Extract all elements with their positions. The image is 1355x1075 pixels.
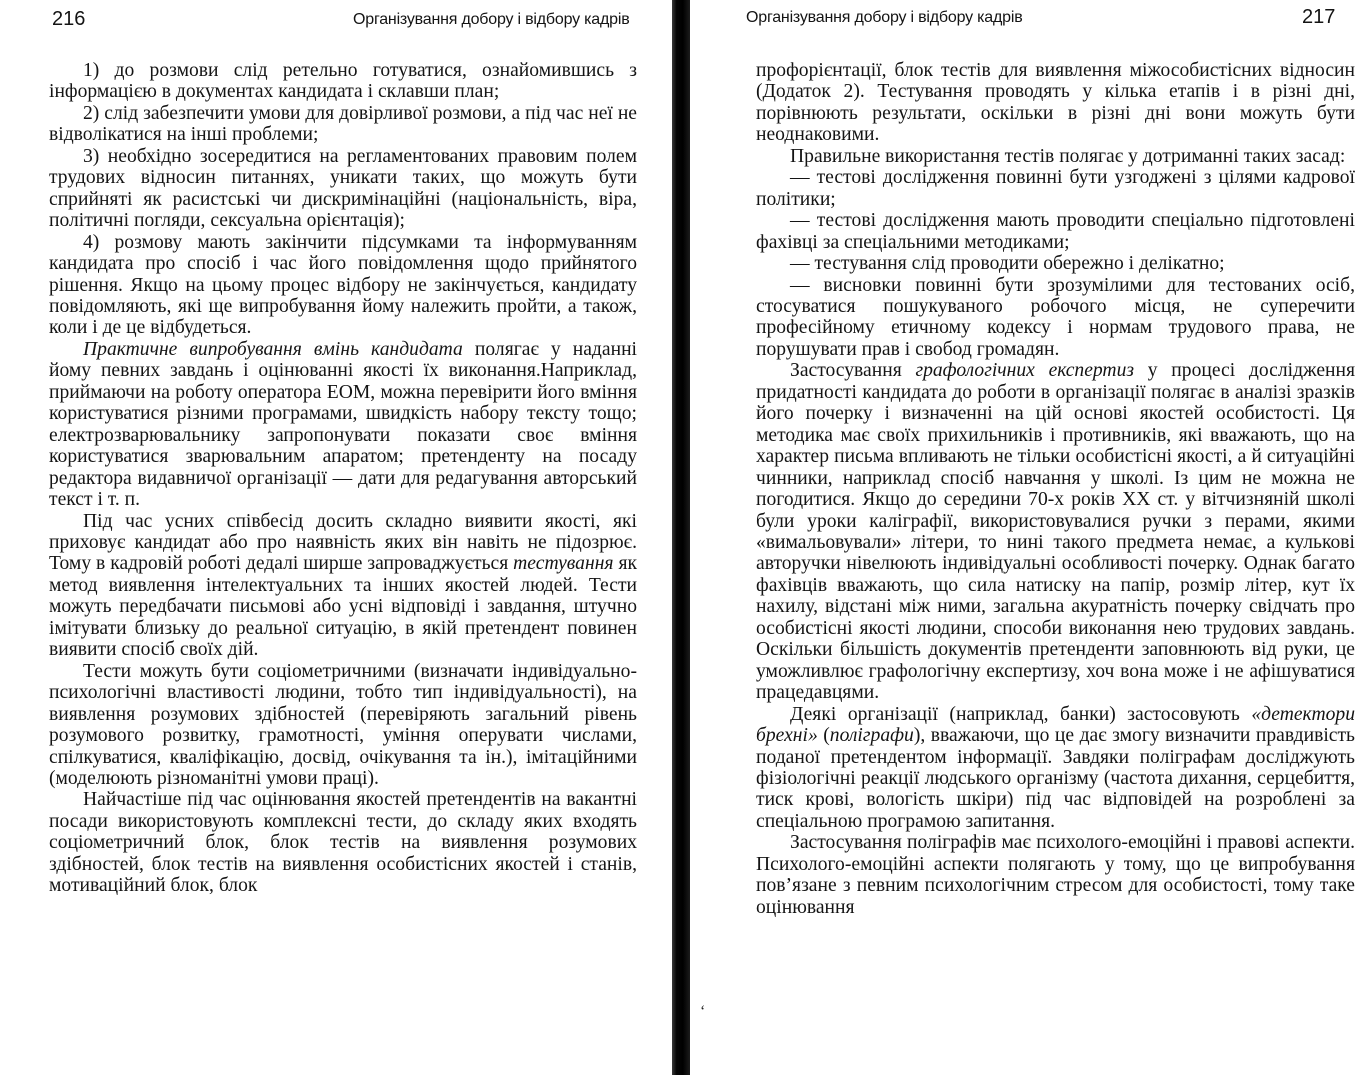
left-page [0, 0, 672, 1075]
paragraph [756, 704, 1355, 833]
running-head: Організування добору і відбору кадрів [746, 9, 1023, 26]
paragraph-text: — тестові дослідження мають проводити спеціально підготовлені фахівці за спеціальними методиками; [756, 210, 1355, 253]
paragraph [49, 146, 637, 232]
italic-term: тестування [513, 553, 614, 575]
paragraph [756, 360, 1355, 703]
paragraph-text: 2) слід забезпечити умови для довірливої розмови, а під час неї не відволікатися на інші проблеми; [49, 102, 637, 146]
book-gutter [672, 0, 690, 1075]
paragraph [49, 511, 637, 661]
paragraph-text: Тести можуть бути соціометричними (визначати індивідуально-психологічні властивості людини, тобто тип індивідуальності), на виявлення розумових здібностей (перевіряють загальний рівень розумового розвитку, грамотності, уміння оперувати числами, спілкуватися, кваліфікацію, досвід, очікування та ін.), імітаційними (моделюють різноманітні умови праці). [49, 660, 637, 789]
paragraph [49, 232, 637, 339]
paragraph-text: — тестові дослідження повинні бути узгоджені з цілями кадрової політики; [756, 167, 1355, 210]
paragraph-text: Правильне використання тестів полягає у дотриманні таких засад: [790, 145, 1346, 167]
paragraph-text: 3) необхідно зосередитися на регламентованих правовим полем трудових відносин питаннях, уникати таких, що можуть бути сприйняті як расистські чи дискримінаційні (національність, віра, політичні погляди, сексуальна орієнтація); [49, 145, 637, 232]
paragraph-text: у процесі дослідження придатності кандидата до роботи в організації полягає в аналізі зразків його почерку і визначенні на цій основі якостей особистості. Ця методика має своїх прихильників і противників, які вважають, що на характер письма впливають не тільки особистісні якості, а й ситуаційні чинники, наприклад спосіб навчання у школі. Із цим не можна не погодитися. Якщо до середини 70-х років XX ст. у вітчизняній школі були уроки каліграфії, використовувалися ручки з перами, якими «вимальовували» літери, то нині такого предмета немає, а кулькові авторучки нівелюють індивідуальні особливості почерку. Однак багато фахівців вважають, що сила натиску на папір, розмір літер, кут їх нахилу, відстані між ними, загальна акуратність почерку свідчать про особистісні якості людини, способи виконання нею трудових завдань. Оскільки більшість документів претенденти заповнюють від руки, це уможливлює графологічну експертизу, хоч вона може і не афішуватися працедавцями. [756, 360, 1355, 704]
paragraph [49, 789, 637, 896]
right-page [690, 0, 1355, 1075]
paragraph-text: профорієнтації, блок тестів для виявлення міжособистісних відносин (Додаток 2). Тестування проводять у кілька етапів і в різні дні, порівнюють результати, оскільки в різні дні вони можуть бути неоднаковими. [756, 60, 1355, 146]
paragraph-text: 1) до розмови слід ретельно готуватися, ознайомившись з інформацією в документах кандидата і склавши план; [49, 60, 637, 103]
paragraph [756, 167, 1355, 210]
paragraph-text: 4) розмову мають закінчити підсумками та інформуванням кандидата про спосіб і час його повідомлення щодо прийнятого рішення. Якщо на цьому процес відбору не закінчується, кандидату повідомляють, які ще випробування йому належить пройти, а також, коли і де це відбудеться. [49, 231, 637, 339]
page-number: 217 [1302, 6, 1336, 28]
paragraph [756, 60, 1355, 146]
paragraph [49, 339, 637, 511]
paragraph [49, 661, 637, 790]
italic-term: графологічних експертиз [915, 360, 1135, 382]
paragraph [756, 253, 1355, 274]
running-head: Організування добору і відбору кадрів [353, 11, 630, 28]
paragraph-text: як метод виявлення інтелектуальних та інших якостей людей. Тести можуть передбачати письмові або усні відповіді і завдання, штучно імітувати близьку до реальної ситуацію, в якій претендент повинен виявити спосіб своїх дій. [49, 553, 637, 661]
page-number: 216 [52, 8, 86, 30]
paragraph [756, 275, 1355, 361]
paragraph-text: Застосування поліграфів має психолого-емоційні і правові аспекти. Психолого-емоційні аспекти полягають у тому, що це випробування пов’язане з певним психологічним стресом для особистості, тому таке оцінювання [756, 832, 1355, 918]
paragraph [49, 60, 637, 103]
left-page-header [0, 0, 672, 50]
paragraph-text: — висновки повинні бути зрозумілими для тестованих осіб, стосуватися пошукуваного робочого місця, не суперечити професійному етичному кодексу і нормам трудового права, не порушувати прав і свобод громадян. [756, 274, 1355, 360]
italic-term: Практичне випробування вмінь кандидата [83, 338, 463, 360]
paragraph [756, 210, 1355, 253]
paragraph-text: Під час усних співбесід досить складно виявити якості, які приховує кандидат або про наявність яких він навіть не підозрює. Тому в кадровій роботі дедалі ширше запроваджується [49, 510, 637, 575]
italic-term: «детектори брехні» [756, 703, 1355, 747]
paragraph-text: ( [817, 725, 830, 747]
paragraph [756, 832, 1355, 918]
right-page-header [690, 0, 1355, 50]
italic-term: поліграфи [829, 725, 914, 747]
paragraph-text: Застосування [790, 360, 916, 382]
paragraph [49, 103, 637, 146]
left-page-body [49, 60, 637, 897]
paragraph-text: Найчастіше під час оцінювання якостей претендентів на вакантні посади використовують комплексні тести, до складу яких входять соціометричний блок, блок тестів на виявлення розумових здібностей, блок тестів на виявлення особистісних якостей і станів, мотиваційний блок, блок [49, 789, 637, 897]
paragraph-text: ), вважаючи, що це дає змогу визначити правдивість поданої претендентом інформації. Завдяки поліграфам досліджують фізіологічні реакції людського організму (частота дихання, серцебиття, тиск крові, вологість шкіри) під час відповідей на розроблені за спеціальною програмою запитання. [756, 725, 1355, 832]
margin-mark: ‘ [700, 1003, 706, 1020]
paragraph-text: полягає у наданні йому певних завдань і оцінюванні якості їх виконання.Наприклад, приймаючи на роботу оператора ЕОМ, можна перевірити його вміння користуватися різними програмами, швидкість набору тексту тощо; електрозварювальнику запропонувати показати своє вміння користуватися зварювальним апаратом; претенденту на посаду редактора видавничої організації — дати для редагування авторський текст і т. п. [49, 338, 638, 511]
paragraph [756, 146, 1355, 167]
paragraph-text: Деякі організації (наприклад, банки) застосовують [790, 703, 1252, 725]
right-page-body [756, 60, 1355, 918]
paragraph-text: — тестування слід проводити обережно і делікатно; [790, 253, 1225, 275]
